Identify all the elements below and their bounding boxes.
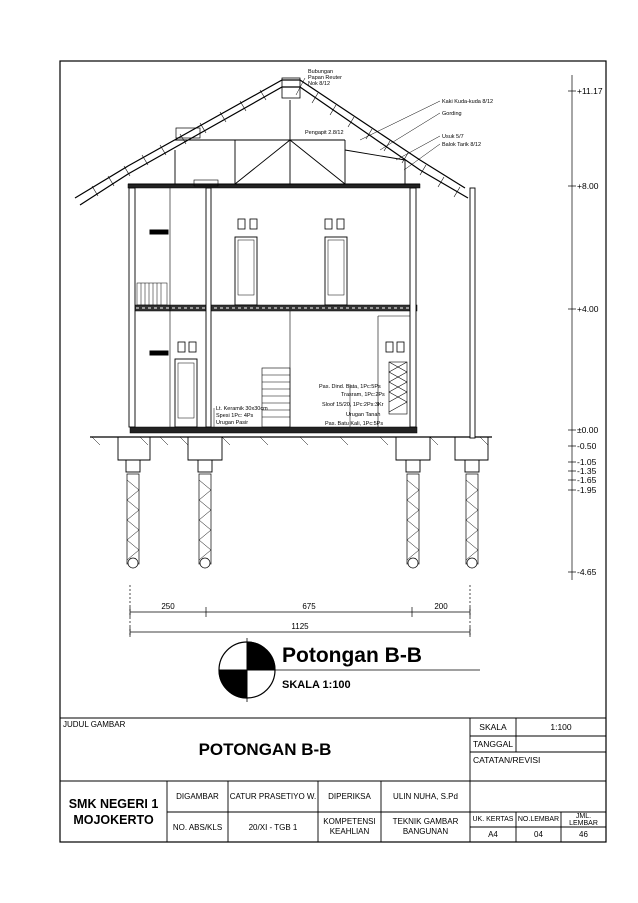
- kompetensi-value: TEKNIK GAMBAR BANGUNAN: [392, 817, 459, 836]
- no-abs-value: 20/XI - TGB 1: [248, 822, 298, 832]
- diperiksa-label: DIPERIKSA: [328, 792, 371, 801]
- digambar-label: DIGAMBAR: [176, 792, 219, 801]
- kompetensi-label: KOMPETENSI KEAHLIAN: [323, 817, 376, 836]
- roof-label: Bubungan: [308, 69, 334, 75]
- tanggal-label: TANGGAL: [473, 739, 513, 749]
- dimension-label: 200: [434, 602, 448, 611]
- foundation-label: Pas. Batu Kali, 1Pc:5Ps: [325, 421, 384, 427]
- level-label: -4.65: [577, 567, 597, 577]
- drawing-scale: SKALA 1:100: [282, 679, 351, 691]
- school-line-1: SMK NEGERI 1: [68, 796, 159, 811]
- drawing-title: Potongan B-B: [282, 644, 422, 667]
- skala-label: SKALA: [479, 722, 507, 732]
- wall-right: [410, 188, 416, 427]
- wall-far-right: [470, 188, 475, 438]
- roof-label: Usuk 5/7: [442, 134, 464, 140]
- floor-label: Lt. Keramik 30x30cm: [216, 406, 268, 412]
- school-line-2: MOJOKERTO: [73, 812, 154, 827]
- skala-value: 1:100: [550, 722, 572, 732]
- jml-lembar-label: JML. LEMBAR: [569, 812, 598, 827]
- foundation-label: Pas. Dind. Bata, 1Pc:5Ps: [319, 384, 381, 390]
- judul-value: POTONGAN B-B: [198, 740, 332, 759]
- no-lembar-value: 04: [534, 830, 543, 839]
- dimension-label: 250: [161, 602, 175, 611]
- level-label: +4.00: [577, 304, 599, 314]
- level-label: -0.50: [577, 441, 597, 451]
- floor-label: Spesi 1Pc: 4Ps: [216, 413, 254, 419]
- roof-label: Gording: [442, 111, 462, 117]
- uk-kertas-value: A4: [488, 830, 498, 839]
- digambar-value: CATUR PRASETIYO W.: [229, 792, 317, 801]
- level-label: ±0.00: [577, 425, 599, 435]
- level-label: -1.65: [577, 475, 597, 485]
- level-label: +8.00: [577, 181, 599, 191]
- roof-label: Nok 8/12: [308, 81, 331, 87]
- stair: [262, 368, 290, 427]
- level-label: -1.35: [577, 466, 597, 476]
- level-label: -1.05: [577, 457, 597, 467]
- foundations: [118, 437, 488, 472]
- foundation-label: Sloof 15/20, 1Pc:2Ps:3Kr: [322, 402, 384, 408]
- ground-floor-slab: [130, 427, 417, 433]
- catatan-label: CATATAN/REVISI: [473, 755, 541, 765]
- foundation-label: Trasram, 1Pc:2Ps: [341, 392, 385, 398]
- no-abs-label: NO. ABS/KLS: [172, 822, 223, 832]
- floor-label: Urugan Pasir: [216, 420, 249, 426]
- no-lembar-label: NO.LEMBAR: [517, 816, 560, 823]
- judul-label: JUDUL GAMBAR: [63, 720, 126, 729]
- balcony-rail: [137, 283, 167, 305]
- ground-door: [175, 359, 197, 427]
- ground-hatch: [92, 437, 488, 445]
- level-label: -1.95: [577, 485, 597, 495]
- roof-label: Kaki Kuda-kuda 8/12: [442, 99, 494, 105]
- jml-lembar-value: 46: [579, 830, 588, 839]
- foundation-label: Urugan Tanah: [346, 412, 381, 418]
- roof-label: Papan Reuter: [308, 75, 342, 81]
- piles: [127, 474, 478, 568]
- louver-window: [389, 362, 407, 414]
- roof-label: Pengapit 2.8/12: [305, 130, 344, 136]
- wall-left: [129, 188, 135, 427]
- ring-beam: [128, 184, 420, 188]
- diperiksa-value: ULIN NUHA, S.Pd: [393, 792, 458, 801]
- dimension-label: 1125: [291, 622, 309, 631]
- level-label: +11.17: [577, 86, 603, 96]
- wall-center: [206, 188, 211, 427]
- school-name: [60, 781, 167, 842]
- uk-kertas-label: UK. KERTAS: [472, 816, 514, 823]
- roof-label: Balok Tarik 8/12: [442, 142, 482, 148]
- dimension-label: 675: [302, 602, 316, 611]
